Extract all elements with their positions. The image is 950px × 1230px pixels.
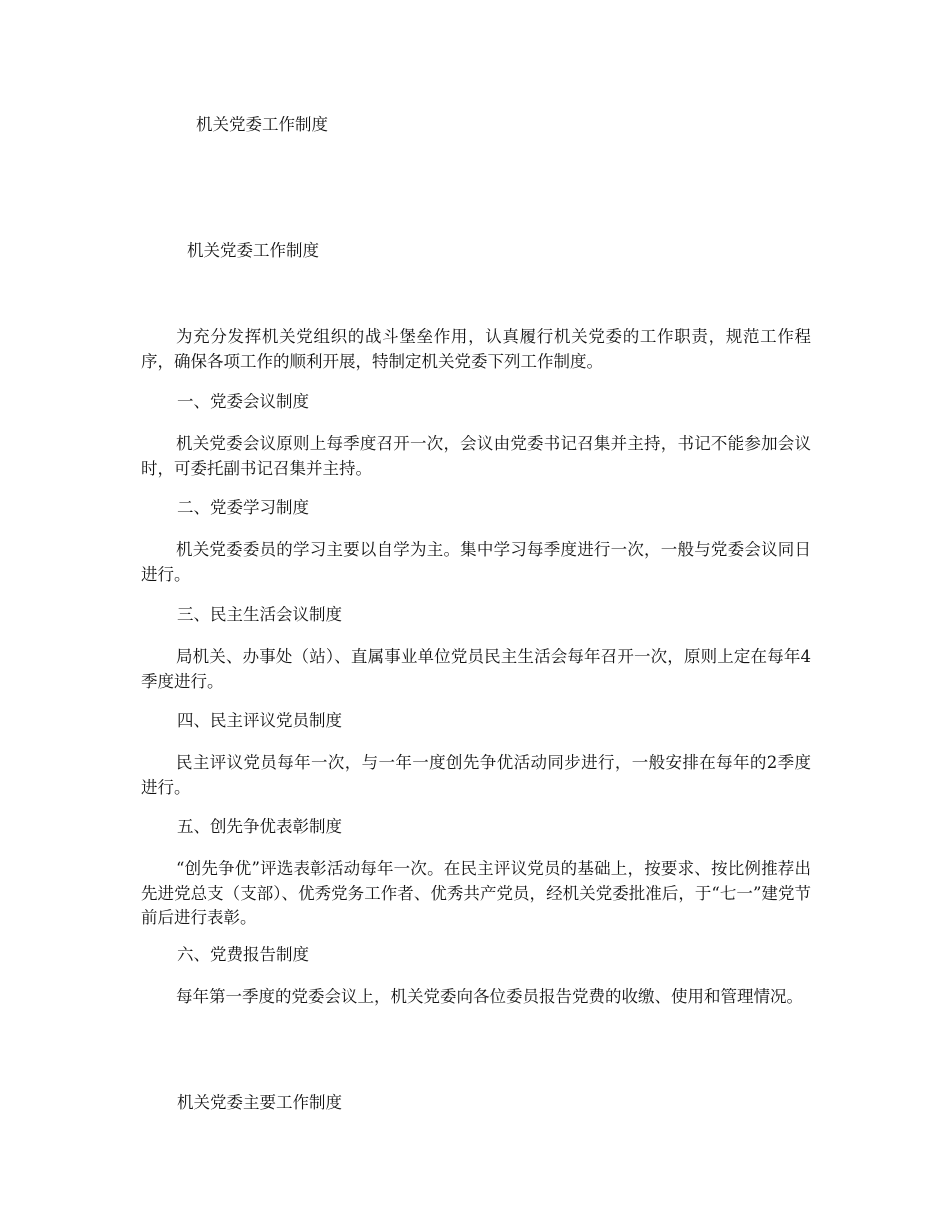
intro-paragraph: 为充分发挥机关党组织的战斗堡垒作用，认真履行机关党委的工作职责，规范工作程序，确保各项工作的顺利开展，特制定机关党委下列工作制度。 xyxy=(141,327,811,371)
section-heading: 二、党委学习制度 xyxy=(177,498,309,517)
section-body: 机关党委委员的学习主要以自学为主。集中学习每季度进行一次，一般与党委会议同日进行。 xyxy=(141,540,811,584)
section-heading: 六、党费报告制度 xyxy=(177,945,309,964)
section-body: 局机关、办事处（站）、直属事业单位党员民主生活会每年召开一次，原则上定在每年4季度进行。 xyxy=(141,647,811,691)
section-body: “创先争优”评选表彰活动每年一次。在民主评议党员的基础上，按要求、按比例推荐出先进党总支（支部）、优秀党务工作者、优秀共产党员，经机关党委批准后，于“七一”建党节前后进行表彰。 xyxy=(141,859,811,927)
cover-title: 机关党委工作制度 xyxy=(196,115,328,134)
section-body: 每年第一季度的党委会议上，机关党委向各位委员报告党费的收缴、使用和管理情况。 xyxy=(176,987,803,1006)
next-title: 机关党委主要工作制度 xyxy=(177,1093,342,1112)
section-heading: 一、党委会议制度 xyxy=(177,392,309,411)
document-title: 机关党委工作制度 xyxy=(187,241,319,260)
section-heading: 五、创先争优表彰制度 xyxy=(177,817,342,836)
section-body: 机关党委会议原则上每季度召开一次，会议由党委书记召集并主持，书记不能参加会议时，可委托副书记召集并主持。 xyxy=(141,434,811,478)
section-heading: 四、民主评议党员制度 xyxy=(177,711,342,730)
section-body: 民主评议党员每年一次，与一年一度创先争优活动同步进行，一般安排在每年的2季度进行。 xyxy=(141,753,811,797)
section-heading: 三、民主生活会议制度 xyxy=(177,605,342,624)
